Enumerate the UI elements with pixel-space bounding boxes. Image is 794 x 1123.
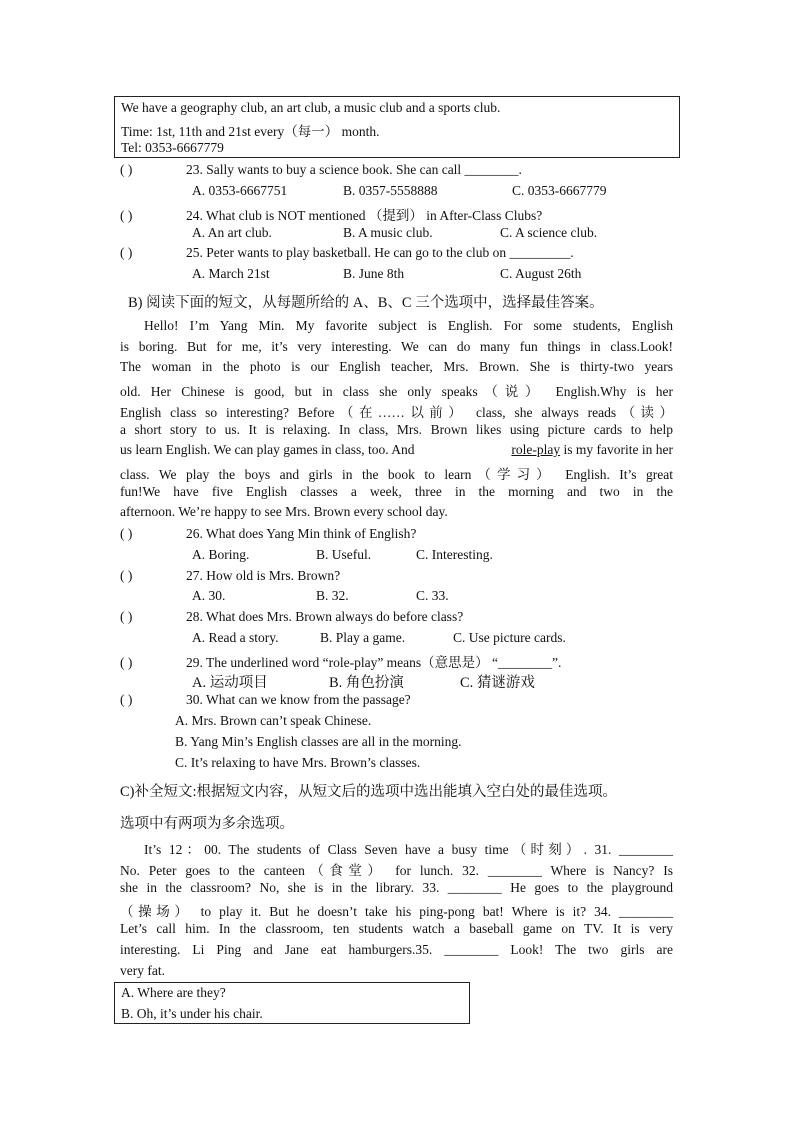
question-28 [120, 609, 463, 625]
option-b: B. A music club. [343, 225, 433, 240]
option-a: A. Read a story. [192, 630, 279, 645]
option-a: A. Boring. [192, 547, 250, 562]
question-stem: 30. What can we know from the passage? [186, 692, 411, 707]
passage-line: afternoon. We’re happy to see Mrs. Brown every school day. [120, 504, 448, 519]
option-item: A. Where are they? [121, 985, 226, 1000]
passage-line: old. Her Chinese is good, but in class she only speaks（说） English.Why is her [120, 384, 673, 399]
passage-line: It’s 12：00. The students of Class Seven have a busy time（时刻）. 31. ________ [144, 842, 673, 857]
passage-line: class. We play the boys and girls in the book to learn（学习） English. It’s great [120, 467, 673, 482]
passage-line: fun!We have five English classes a week, three in the morning and two in the [120, 484, 673, 499]
option-c: C. Use picture cards. [453, 630, 566, 645]
question-24 [120, 204, 542, 224]
question-25 [120, 245, 574, 261]
option-b: B. 角色扮演 [329, 675, 404, 691]
notice-line: Tel: 0353-6667779 [121, 140, 224, 155]
underlined-word: role-play [511, 442, 561, 457]
option-b: B. 32. [316, 588, 349, 603]
notice-box [114, 96, 680, 158]
answer-blank[interactable]: ( ) [120, 245, 133, 260]
question-stem: 28. What does Mrs. Brown always do before class? [186, 609, 464, 624]
question-stem: 23. Sally wants to buy a science book. She can call ________. [186, 162, 522, 177]
option-b: B. Yang Min’s English classes are all in the morning. [175, 734, 462, 749]
question-27 [120, 568, 340, 584]
passage-line: very fat. [120, 963, 165, 978]
answer-blank[interactable]: ( ) [120, 568, 133, 583]
question-29 [120, 651, 561, 671]
answer-blank[interactable]: ( ) [120, 208, 133, 223]
option-b: B. Useful. [316, 547, 372, 562]
passage-line: interesting. Li Ping and Jane eat hamburgers.35. ________ Look! The two girls are [120, 942, 673, 957]
passage-line: Let’s call him. In the classroom, ten students watch a baseball game on TV. It is very [120, 921, 673, 936]
section-c-heading: C)补全短文:根据短文内容，从短文后的选项中选出能填入空白处的最佳选项。 [120, 784, 618, 800]
answer-blank[interactable]: ( ) [120, 655, 133, 670]
option-item: B. Oh, it’s under his chair. [121, 1006, 263, 1021]
notice-line: We have a geography club, an art club, a music club and a sports club. [121, 100, 501, 115]
passage-line: is boring. But for me, it’s very interesting. We can do many fun things in class.Look! [120, 339, 673, 354]
passage-segment: us learn English. We can play games in class, too. And [120, 442, 418, 457]
passage-line: （操场） to play it. But he doesn’t take his ping-pong bat! Where is it? 34. ________ [120, 904, 673, 919]
question-stem: 27. How old is Mrs. Brown? [186, 568, 341, 583]
question-stem: 26. What does Yang Min think of English? [186, 526, 417, 541]
options-box [114, 982, 470, 1024]
option-c: C. 猜谜游戏 [460, 675, 535, 691]
option-c: C. August 26th [500, 266, 582, 281]
passage-line: Hello! I’m Yang Min. My favorite subject is English. For some students, English [144, 318, 673, 333]
option-c: C. 0353-6667779 [512, 183, 607, 198]
option-c: C. Interesting. [416, 547, 493, 562]
option-a: A. 运动项目 [192, 675, 268, 691]
notice-line: Time: 1st, 11th and 21st every（每一） month. [121, 124, 380, 139]
option-a: A. Mrs. Brown can’t speak Chinese. [175, 713, 372, 728]
passage-line: English class so interesting? Before（在……以前） class, she always reads（读） [120, 405, 673, 420]
option-a: A. An art club. [192, 225, 272, 240]
option-c: C. It’s relaxing to have Mrs. Brown’s classes. [175, 755, 421, 770]
section-b-heading: B) 阅读下面的短文，从每题所给的 A、B、C 三个选项中，选择最佳答案。 [128, 295, 604, 311]
question-30 [120, 692, 411, 708]
question-stem: 25. Peter wants to play basketball. He can go to the club on _________. [186, 245, 574, 260]
passage-line: a short story to us. It is relaxing. In class, Mrs. Brown likes using picture cards to help [120, 422, 673, 437]
section-c-subheading: 选项中有两项为多余选项。 [120, 816, 294, 832]
passage-segment: is my favorite in her [560, 442, 673, 457]
question-26 [120, 526, 416, 542]
option-c: C. 33. [416, 588, 449, 603]
option-a: A. 30. [192, 588, 226, 603]
option-b: B. Play a game. [320, 630, 406, 645]
passage-line [120, 442, 673, 458]
option-c: C. A science club. [500, 225, 598, 240]
option-a: A. March 21st [192, 266, 270, 281]
question-23 [120, 162, 522, 178]
answer-blank[interactable]: ( ) [120, 692, 133, 707]
question-stem: 29. The underlined word “role-play” means（意思是） “________”. [186, 655, 562, 670]
passage-line: The woman in the photo is our English teacher, Mrs. Brown. She is thirty-two years [120, 359, 673, 374]
passage-line: No. Peter goes to the canteen（食堂） for lunch. 32. ________ Where is Nancy? Is [120, 863, 673, 878]
answer-blank[interactable]: ( ) [120, 526, 133, 541]
question-stem: 24. What club is NOT mentioned （提到） in After-Class Clubs? [186, 208, 543, 223]
option-b: B. 0357-5558888 [343, 183, 438, 198]
passage-line: she in the classroom? No, she is in the library. 33. ________ He goes to the playground [120, 880, 673, 895]
option-b: B. June 8th [343, 266, 405, 281]
option-a: A. 0353-6667751 [192, 183, 288, 198]
answer-blank[interactable]: ( ) [120, 162, 133, 177]
answer-blank[interactable]: ( ) [120, 609, 133, 624]
